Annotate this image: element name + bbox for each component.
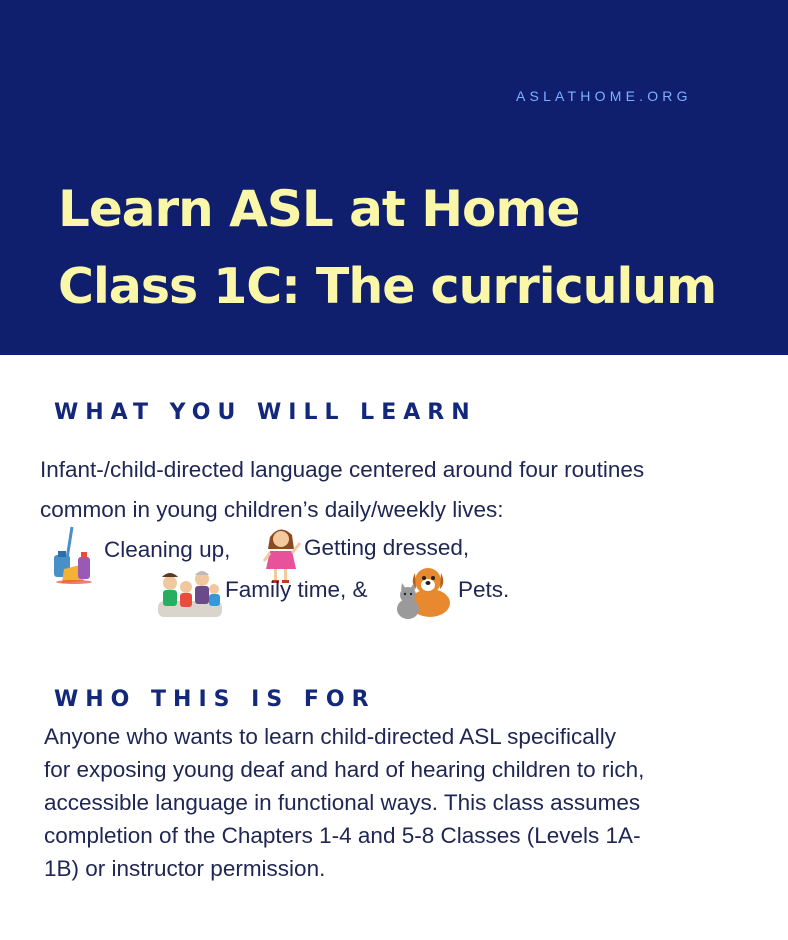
routine-label-family: Family time, & — [225, 577, 368, 602]
who-line-1: Anyone who wants to learn child-directed ASL specifically — [44, 724, 616, 749]
page-title-line-2: Class 1C: The curriculum — [58, 258, 717, 315]
routine-label-dressing: Getting dressed, — [304, 535, 470, 560]
dog-and-cat-icon — [394, 563, 454, 621]
routine-item-pets — [394, 563, 534, 627]
learn-intro-line-1: Infant-/child-directed language centered around four routines — [40, 457, 645, 482]
page-title-line-1: Learn ASL at Home — [58, 180, 580, 238]
header-banner — [0, 0, 788, 355]
who-this-is-for-heading: WHO THIS IS FOR — [54, 687, 376, 712]
who-line-5: 1B) or instructor permission. — [44, 856, 326, 881]
what-you-will-learn-heading: WHAT YOU WILL LEARN — [54, 400, 477, 425]
cleaning-supplies-icon — [50, 525, 98, 585]
routine-item-family — [156, 565, 396, 629]
site-url[interactable]: ASLATHOME.ORG — [516, 88, 692, 104]
who-line-3: accessible language in functional ways. This class assumes — [44, 790, 641, 815]
family-icon — [156, 565, 224, 621]
learn-intro-line-2: common in young children’s daily/weekly lives: — [40, 497, 504, 522]
who-line-4: completion of the Chapters 1-4 and 5-8 Classes (Levels 1A- — [44, 823, 641, 848]
who-line-2: for exposing young deaf and hard of hearing children to rich, — [44, 757, 645, 782]
routine-label-pets: Pets. — [458, 577, 510, 602]
routine-label-cleaning: Cleaning up, — [104, 537, 231, 562]
